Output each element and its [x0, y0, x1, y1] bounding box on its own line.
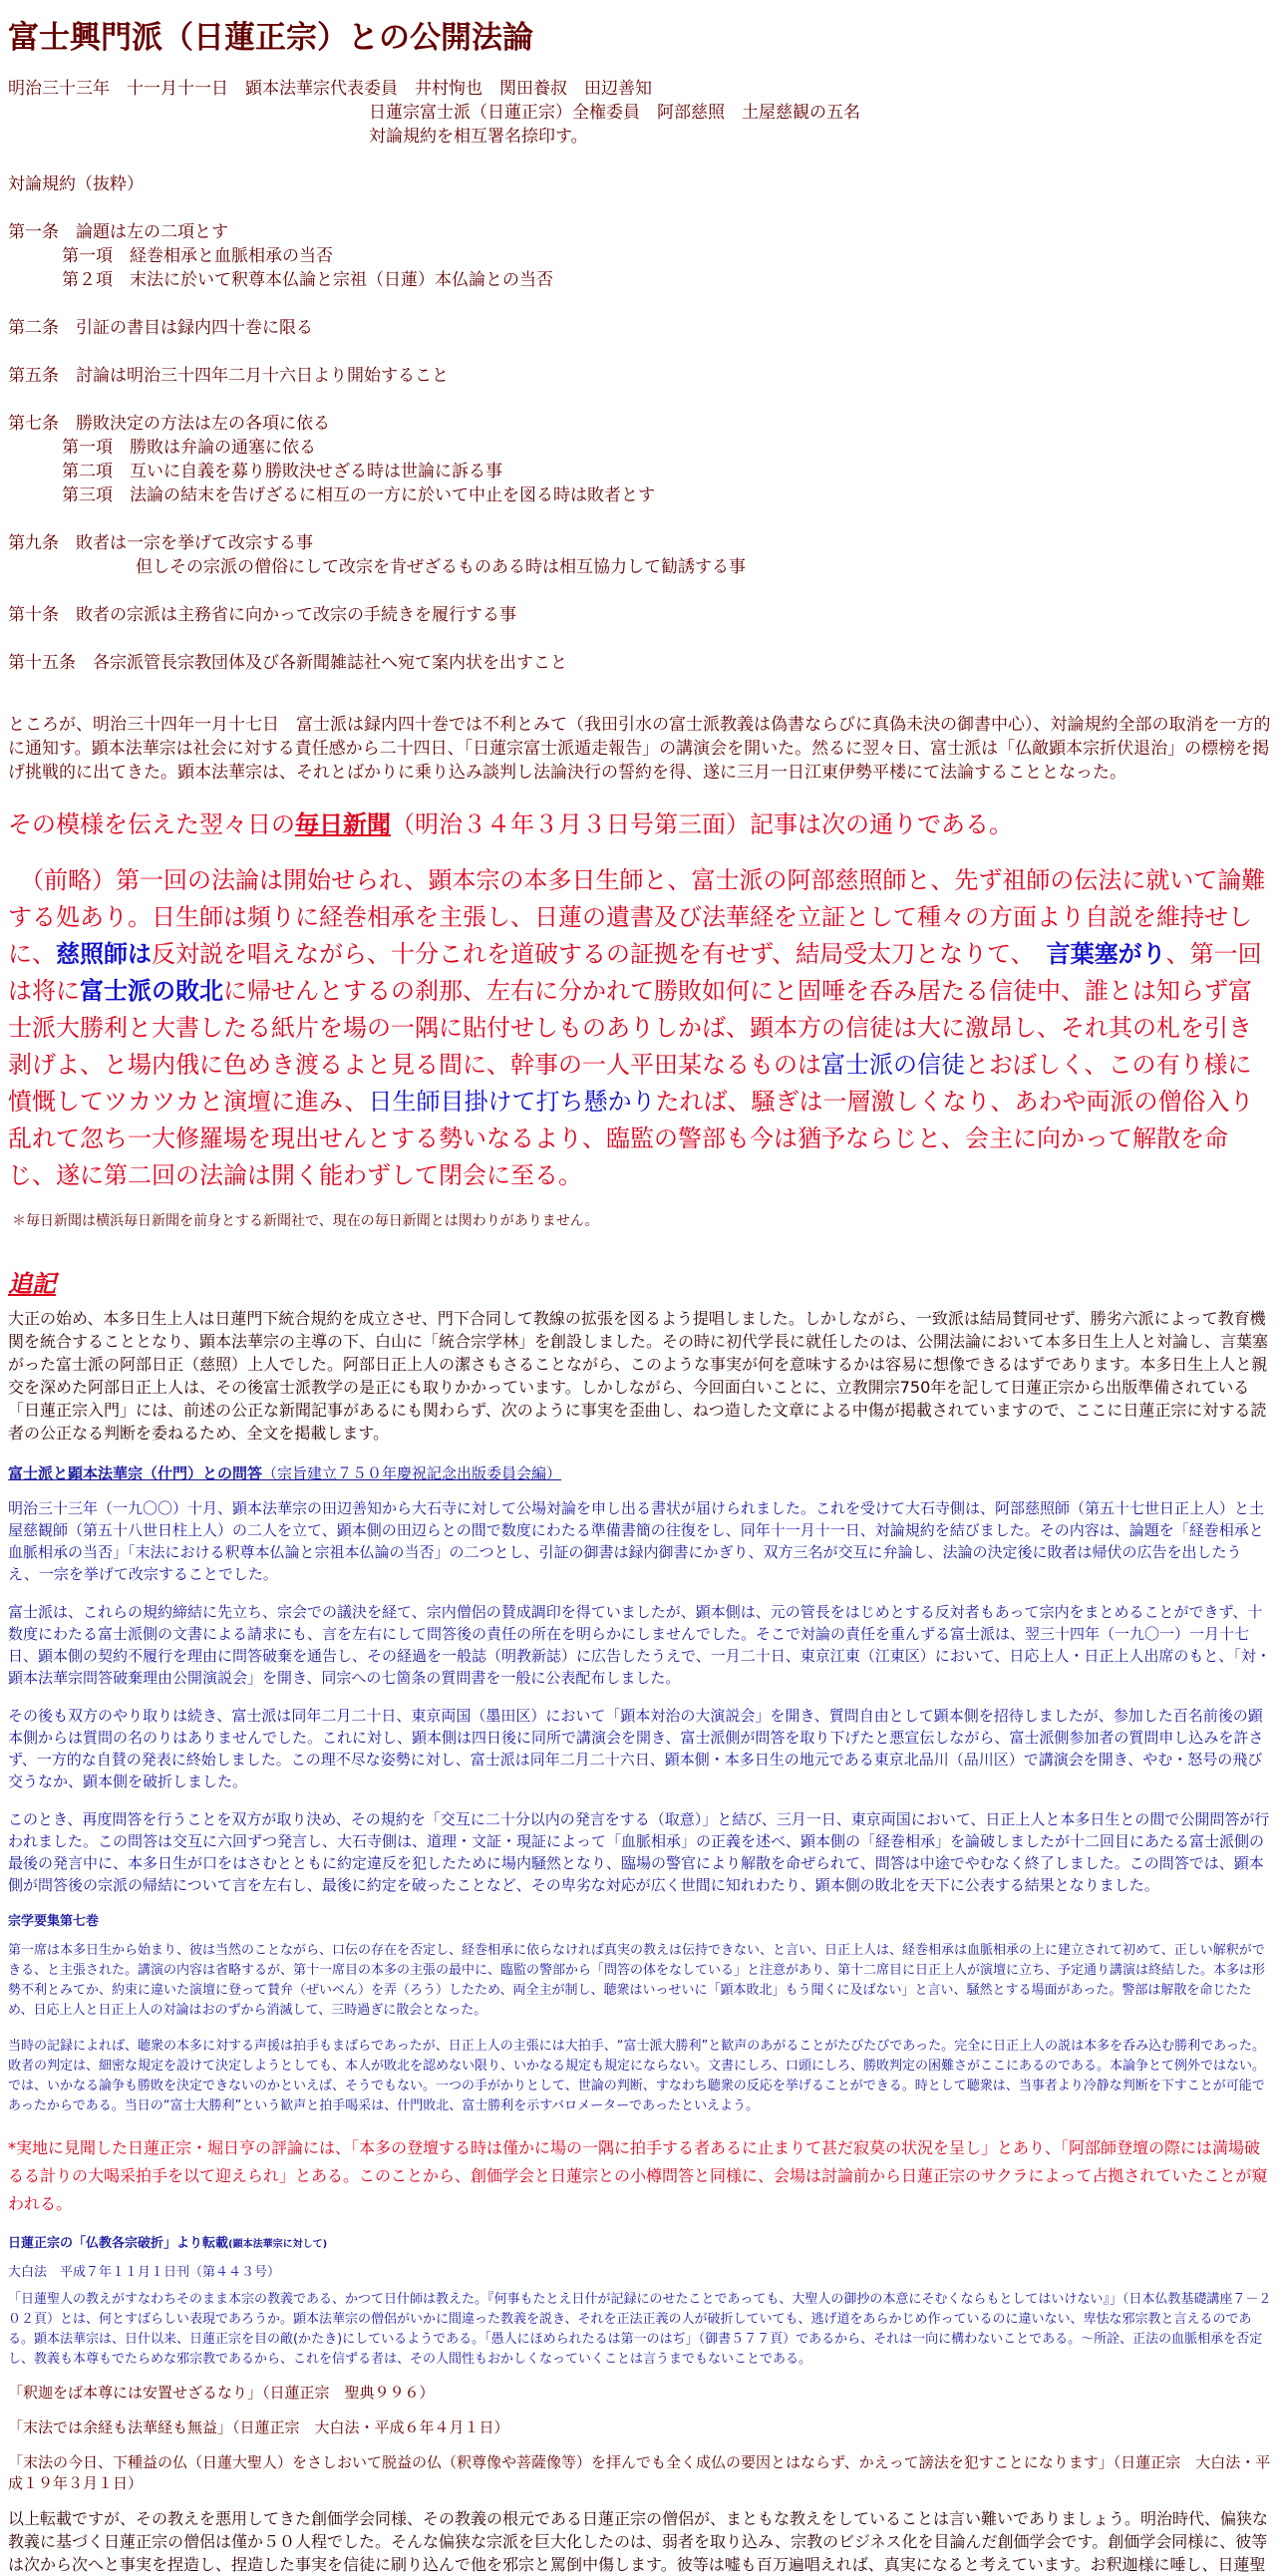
newspaper-quote: （前略）第一回の法論は開始せられ、顕本宗の本多日生師と、富士派の阿部慈照師と、先ず祖師の伝法に就いて論難する処あり。日生師は頻りに経巻相承を主張し、日蓮の遺書及び法華経を立証として種々の方面より自説を維持せしに、慈照師は反対説を唱えながら、十分これを道破するの証拠を有せず、結局受太刀となりて、 言葉塞がり、第一回は将に富士派の敗北に帰せんとするの刹那、左右に分かれて勝敗如何にと固唾を呑み居たる信徒中、誰とは知らず富士派大勝利と大書したる紙片を場の一隅に貼付せしものありしかば、顕本方の信徒は大に激昂し、それ其の札を引き剥げよ、と場内俄に色めき渡るよと見る間に、幹事の一人平田某なるものは富士派の信徒とおぼしく、この有り様に憤慨してツカツカと演壇に進み、日生師目掛けて打ち懸かりたれば、騒ぎは一層激しくなり、あわや両派の僧俗入り乱れて忽ち一大修羅場を現出せんとする勢いなるより、臨監の警部も今は猶予ならじと、会主に向かって解散を命じ、遂に第二回の法論は開く能わずして閉会に至る。: [8, 866, 1266, 1189]
article-item: 但しその宗派の僧俗にして改宗を肯ぜざるものある時は相互協力して勧誘する事: [136, 557, 746, 577]
agreement-rules: [8, 172, 1272, 675]
paragraph: 富士派は、これらの規約締結に先立ち、宗会での議決を経て、宗内僧侶の賛成調印を得ていましたが、顕本側は、元の管長をはじめとする反対者もあって宗内をまとめることができず、十数度にわたる富士派側の文書による請求にも、言を左右にして問答後の責任の所在を明らかにしませんでした。そこで対論の責任を重んずる富士派は、翌三十四年（一九〇一）一月十七日、顕本側の契約不履行を理由に問答破棄を通告し、その経過を一般誌（明教新誌）に広告したうえで、一月二十日、東京江東（江東区）において、日応上人・日正上人出席のもと、「対・顕本法華宗問答破棄理由公開演説会」を開き、同宗への七箇条の質問書を一般に公表配布しました。: [8, 1603, 1271, 1687]
quote-line: 「末法では余経も法華経も無益」（日蓮正宗 大白法・平成６年４月１日）: [8, 2418, 509, 2436]
rules-heading: 対論規約（抜粋）: [8, 174, 144, 194]
header-line: 明治三十三年 十一月十一日 顕本法華宗代表委員 井村恂也 関田養叔 田辺善知: [8, 79, 652, 99]
newspaper-intro: その模様を伝えた翌々日の毎日新聞（明治３４年３月３日号第三面）記事は次の通りである。: [8, 810, 1013, 838]
article-item: 第二項 互いに自義を募り勝敗決せざる時は世論に訴る事: [62, 462, 502, 482]
paragraph: その後も双方のやり取りは続き、富士派は同年二月二十日、東京両国（墨田区）において「顕本対治の大演説会」を開き、質問自由として顕本側を招待しましたが、参加した百名前後の顕本側からは質問の名のりはありませんでした。これに対し、顕本側は四日後に同所で講演会を開き、富士派側が問答を取り下げたと悪宣伝しながら、富士派側参加者の質問申し込みを許さず、一方的な自賛の発表に終始しました。この理不尽な姿勢に対し、富士派は同年二月二十六日、顕本側・本多日生の地元である東京北品川（品川区）で講演会を開き、やむ・怒号の飛び交うなか、顕本側を破折しました。: [8, 1707, 1264, 1790]
paragraph: 「日蓮聖人の教えがすなわちそのまま本宗の教義である、かつて日什師は教えた。『何事もたとえ日什が記録にのせたことであっても、大聖人の御抄の本意にそむくならもとしてはいけない』」（日本仏教基礎講座７－２０２頁）とは、何とすばらしい表現であろうか。顕本法華宗の僧侶がいかに間違った教義を説き、それを正法正義の人が破折していても、逃げ道をあらかじめ作っているのに違いない、卑怯な邪宗教と言えるのである。顕本法華宗は、日什以来、日蓮正宗を目の敵(かたき)にしているようである。「愚人にほめられたるは第一のはぢ」（御書５７７頁）であるから、それは一向に構わないことである。～所詮、正法の血脈相承を否定し、教義も本尊もでたらめな邪宗教であるから、これを信ずる者は、その人間性もおかしくなっていくことは言うまでもないことである。: [8, 2292, 1272, 2367]
article-item: 第一項 勝敗は弁論の通塞に依る: [62, 438, 316, 458]
article: 第二条 引証の書目は録内四十巻に限る: [8, 318, 313, 338]
newspaper-link[interactable]: 毎日新聞: [295, 810, 391, 838]
paragraph: 明治三十三年（一九〇〇）十月、顕本法華宗の田辺善知から大石寺に対して公場対論を申し出る書状が届けられました。これを受けて大石寺側は、阿部慈照師（第五十七世日正上人）と土屋慈観師（第五十八世日柱上人）の二人を立て、顕本側の田辺らとの間で数度にわたる準備書簡の往復をし、同年十一月十一日、対論規約を結びました。その内容は、論題を「経巻相承と血脈相承の当否」「末法における釈尊本仏論と宗祖本仏論の当否」の二つとし、引証の御書は録内御書にかぎり、双方三名が交互に弁論し、法論の決定後に敗者は帰伏の広告を出したうえ、一宗を挙げて改宗することでした。: [8, 1499, 1265, 1583]
agreement-header: [8, 77, 1272, 149]
footnote: ＊毎日新聞は横浜毎日新聞を前身とする新聞社で、現在の毎日新聞とは関わりがありません。: [12, 1213, 599, 1229]
paragraph: ところが、明治三十四年一月十七日 富士派は録内四十巻では不利とみて（我田引水の富士派教義は偽書ならびに真偽未決の御書中心）、対論規約全部の取消を一方的に通知す。顕本法華宗は社会に対する責任感から二十四日、「日蓮宗富士派遁走報告」の講演会を開いた。然るに翌々日、富士派は「仏敵顕本宗折伏退治」の標榜を掲げ挑戦的に出てきた。顕本法華宗は、それとばかりに乗り込み談判し法論決行の誓約を得、遂に三月一日江東伊勢平楼にて法論することとなった。: [8, 715, 1271, 783]
article: 第十条 敗者の宗派は主務省に向かって改宗の手続きを履行する事: [8, 605, 516, 625]
article-item: 第２項 末法に於いて釈尊本仏論と宗祖（日蓮）本仏論との当否: [62, 270, 553, 290]
article-item: 第三項 法論の結末を告げざるに相互の一方に於いて中止を図る時は敗者とす: [62, 485, 655, 505]
section-heading: 日蓮正宗の「仏教各宗破折」より転載(顕本法華宗に対して): [8, 2236, 328, 2251]
red-commentary: *実地に見聞した日蓮正宗・堀日亨の評論には、「本多の登壇する時は僅かに場の一隅に拍手する者あるに止まりて甚だ寂莫の状況を呈し」とあり、「阿部師登壇の際には満場破るる計りの大喝采拍手を以て迎えられ」とある。このことから、創価学会と日蓮宗との小樽問答と同様に、会場は討論前から日蓮正宗のサクラによって占拠されていたことが窺われる。: [8, 2138, 1268, 2213]
article: 第七条 勝敗決定の方法は左の各項に依る: [8, 414, 330, 434]
quote-line: 「末法の今日、下種益の仏（日蓮大聖人）をさしおいて脱益の仏（釈尊像や菩薩像等）を拝んでも全く成仏の要因とはならず、かえって謗法を犯すことになります」（日蓮正宗 大白法・平成１９年３月１日）: [8, 2453, 1271, 2492]
paragraph: 当時の記録によれば、聴衆の本多に対する声援は拍手もまばらであったが、日正上人の主張には大拍手、“富士派大勝利”と歓声のあがることがたびたびであった。完全に日正上人の説は本多を呑み込む勝利であった。敗者の判定は、細密な規定を設けて決定しようとしても、本人が敗北を認めない限り、いかなる規定も規定にならない。文書にしろ、口頭にしろ、勝敗判定の困難さがここにあるのである。本論争とて例外ではない。では、いかなる論争も勝敗を決定できないのかといえば、そうでもない。一つの手がかりとして、世論の判断、すなわち聴衆の反応を挙げることができる。時として聴衆は、当事者より冷静な判断を下すことが可能であったからである。当日の“富士大勝利”という歓声と拍手喝采は、什門敗北、富士勝利を示すバロメーターであったといえよう。: [8, 2039, 1266, 2113]
header-line: 日蓮宗富士派（日蓮正宗）全権委員 阿部慈照 土屋慈観の五名: [369, 103, 860, 123]
article: 第一条 論題は左の二項とす: [8, 222, 228, 242]
section-heading: 宗学要集第七巻: [8, 1914, 100, 1929]
article: 第五条 討論は明治三十四年二月十六日より開始すること: [8, 366, 449, 386]
source-reference: 大白法 平成７年１１月１日刊（第４４３号）: [8, 2265, 281, 2280]
paragraph: 第一席は本多日生から始まり、彼は当然のことながら、口伝の存在を否定し、経巻相承に依らなければ真実の教えは伝持できない、と言い、日正上人は、経巻相承は血脈相承の上に建立されて初めて、正しい解釈ができる、と主張された。講演の内容は省略するが、第十一席目の本多の主張の最中に、臨監の警部から「問答の体をなしている」と注意があり、第十二席目に日正上人が演壇に立ち、予定通り講演は終結した。本多は形勢不利とみてか、約束に違いた演壇に登って賛弁（ぜいべん）を弄（ろう）したため、両全主が制し、聴衆はいっせいに「顕本敗北」もう聞くに及ばない」と言い、騒然とする場面があった。警部は解散を命じたため、日応上人と日正上人の対論はおのずから消滅して、三時過ぎに散会となった。: [8, 1943, 1266, 2018]
article-item: 第一項 経巻相承と血脈相承の当否: [62, 246, 333, 266]
section-heading: 富士派と顕本法華宗（什門）との問答（宗旨建立７５０年慶祝記念出版委員会編）: [8, 1464, 562, 1482]
paragraph: 大正の始め、本多日生上人は日蓮門下統合規約を成立させ、門下合同して教線の拡張を図るよう提唱しました。しかしながら、一致派は結局賛同せず、勝劣六派によって教育機関を統合することとなり、顕本法華宗の主導の下、白山に「統合宗学林」を創設しました。その時に初代学長に就任したのは、公開法論において本多日生上人と対論し、言葉塞がった富士派の阿部日正（慈照）上人でした。阿部日正上人の潔さもさることながら、このような事実が何を意味するかは容易に想像できるはずであります。本多日生上人と親交を深めた阿部日正上人は、その後富士派教学の是正にも取りかかっています。しかしながら、今回面白いことに、立教開宗750年を記して日蓮正宗から出版準備されている「日蓮正宗入門」には、前述の公正な新聞記事があるにも関わらず、次のように事実を歪曲し、ねつ造した文章による中傷が掲載されていますので、ここに日蓮正宗に対する読者の公正なる判断を委ねるため、全文を掲載します。: [8, 1309, 1269, 1443]
addendum-heading: 追記: [8, 1270, 56, 1298]
article: 第九条 敗者は一宗を挙げて改宗する事: [8, 533, 313, 553]
quote-line: 「釈迦をば本尊には安置せざるなり」（日蓮正宗 聖典９９６）: [8, 2384, 435, 2402]
paragraph: このとき、再度問答を行うことを双方が取り決め、その規約を「交互に二十分以内の発言をする（取意）」と結び、三月一日、東京両国において、日正上人と本多日生との間で公開問答が行われました。この問答は交互に六回ずつ発言し、大石寺側は、道理・文証・現証によって「血脈相承」の正義を述べ、顕本側の「経巻相承」を論破しましたが十二回目にあたる富士派側の最後の発言中に、本多日生が口をはさむとともに約定違反を犯したために場内騒然となり、臨場の警官により解散を命ぜられて、問答は中途でやむなく終了しました。この問答では、顕本側が問答後の宗派の帰結について言を左右し、最後に約定を破ったことなど、その卑劣な対応が広く世間に知れわたり、顕本側の敗北を天下に公表する結果となりました。: [8, 1810, 1270, 1894]
header-line: 対論規約を相互署名捺印す。: [369, 127, 588, 147]
article: 第十五条 各宗派管長宗教団体及び各新聞雑誌社へ宛て案内状を出すこと: [8, 653, 567, 673]
paragraph: 以上転載ですが、その教えを悪用してきた創価学会同様、その教義の根元である日蓮正宗の僧侶が、まともな教えをしていることは言い難いでありましょう。明治時代、偏狭な教義に基づく日蓮正宗の僧侶は僅か５０人程でした。そんな偏狭な宗派を巨大化したのは、弱者を取り込み、宗教のビジネス化を目論んだ創価学会です。創価学会同様に、彼等は次から次へと事実を捏造し、捏造した事実を信徒に刷り込んで他を邪宗と罵倒中傷します。彼等は嘘も百万遍唱えれば、真実になると考えています。お釈迦様に唾し、日蓮聖: [8, 2509, 1269, 2574]
page-title: 富士興門派（日蓮正宗）との公開法論: [8, 20, 533, 56]
